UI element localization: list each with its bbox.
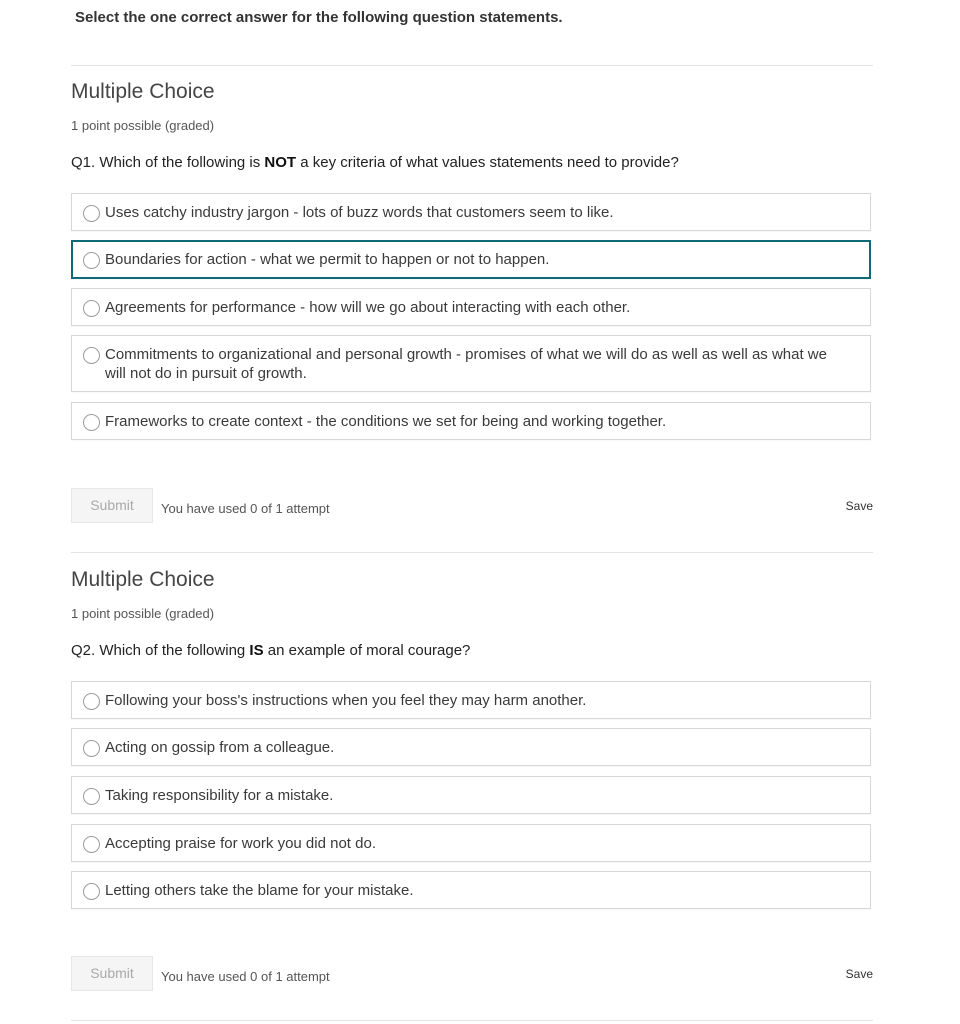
problem-title: Multiple Choice	[71, 568, 215, 591]
option-label: Agreements for performance - how will we go about interacting with each other.	[105, 299, 631, 316]
radio-button[interactable]	[83, 788, 100, 805]
question-prefix: Q2. Which of the following	[71, 642, 250, 659]
answer-option[interactable]	[71, 824, 871, 862]
answer-option[interactable]	[71, 871, 871, 909]
option-label: Taking responsibility for a mistake.	[105, 787, 334, 804]
submit-button[interactable]: Submit	[71, 488, 153, 523]
problem-points: 1 point possible (graded)	[71, 118, 215, 133]
question-suffix: an example of moral courage?	[263, 642, 471, 659]
answer-option[interactable]	[71, 193, 871, 231]
radio-button[interactable]	[83, 205, 100, 222]
answer-option[interactable]	[71, 402, 871, 440]
option-label: Uses catchy industry jargon - lots of buzz words that customers seem to like.	[105, 204, 614, 221]
attempts-text: You have used 0 of 1 attempt	[161, 501, 330, 516]
answer-option[interactable]	[71, 776, 871, 814]
submit-button[interactable]: Submit	[71, 956, 153, 991]
radio-button[interactable]	[83, 836, 100, 853]
question-emphasis: IS	[249, 642, 264, 659]
option-label: Letting others take the blame for your mistake.	[105, 882, 414, 899]
radio-button[interactable]	[83, 252, 100, 269]
radio-button[interactable]	[83, 347, 100, 364]
radio-button[interactable]	[83, 414, 100, 431]
answer-option[interactable]	[71, 240, 871, 279]
radio-button[interactable]	[83, 740, 100, 757]
save-button[interactable]: Save	[845, 499, 873, 513]
answer-option[interactable]	[71, 728, 871, 766]
answer-option[interactable]	[71, 681, 871, 719]
problem-title: Multiple Choice	[71, 80, 215, 103]
divider	[71, 1020, 873, 1021]
save-button[interactable]: Save	[845, 967, 873, 981]
option-label: Accepting praise for work you did not do.	[105, 835, 376, 852]
question-emphasis: NOT	[264, 154, 297, 171]
question-text	[71, 154, 679, 171]
attempts-text: You have used 0 of 1 attempt	[161, 969, 330, 984]
option-label: Frameworks to create context - the conditions we set for being and working together.	[105, 413, 667, 430]
answer-option[interactable]	[71, 288, 871, 326]
option-label: Commitments to organizational and personal growth - promises of what we will do as well as well as what we will not do in pursuit of growth.	[105, 346, 827, 382]
divider	[71, 552, 873, 553]
problem-points: 1 point possible (graded)	[71, 606, 215, 621]
radio-button[interactable]	[83, 883, 100, 900]
question-text	[71, 642, 470, 659]
question-suffix: a key criteria of what values statements need to provide?	[296, 154, 679, 171]
divider	[71, 65, 873, 66]
option-label: Boundaries for action - what we permit to happen or not to happen.	[105, 251, 550, 268]
instructions-text: Select the one correct answer for the following question statements.	[75, 9, 563, 26]
radio-button[interactable]	[83, 693, 100, 710]
answer-option[interactable]	[71, 335, 871, 392]
option-label: Following your boss's instructions when you feel they may harm another.	[105, 692, 587, 709]
radio-button[interactable]	[83, 300, 100, 317]
option-label: Acting on gossip from a colleague.	[105, 739, 335, 756]
question-prefix: Q1. Which of the following is	[71, 154, 265, 171]
